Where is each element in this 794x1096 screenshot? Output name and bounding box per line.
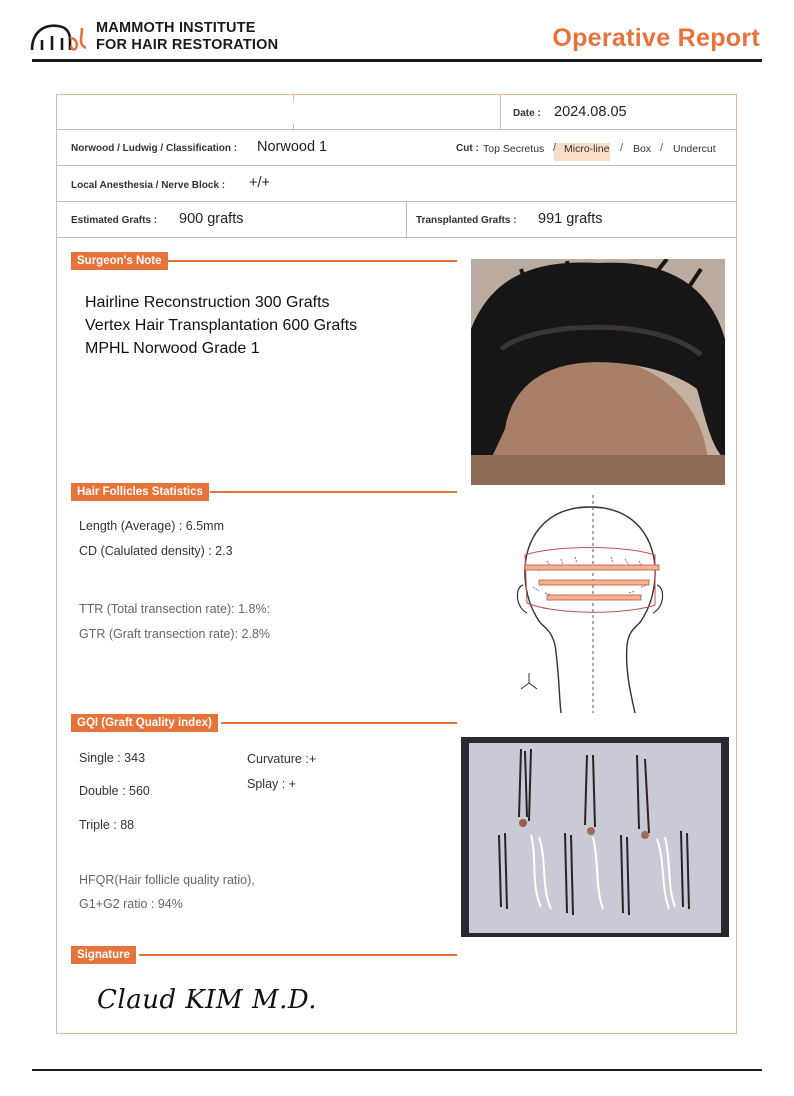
- cut-option-top-secretus: Top Secretus: [483, 143, 545, 155]
- g1-g2-ratio: G1+G2 ratio : 94%: [79, 897, 183, 911]
- cut-label: Cut :: [456, 143, 479, 154]
- follicle-stats-heading: Hair Follicles Statistics: [71, 483, 209, 501]
- row-divider: [57, 201, 736, 202]
- donor-area-diagram: [515, 495, 665, 713]
- institute-name-line1: MAMMOTH INSTITUTE: [96, 20, 256, 36]
- signature-heading: Signature: [71, 946, 136, 964]
- surgeon-note-heading: Surgeon's Note: [71, 252, 168, 270]
- footer-divider: [32, 1069, 762, 1071]
- estimated-grafts-label: Estimated Grafts :: [71, 215, 158, 226]
- length-stat: Length (Average) : 6.5mm: [79, 519, 224, 533]
- grafts-divider: [406, 201, 407, 237]
- cut-separator: /: [620, 142, 624, 154]
- splay-value: Splay : +: [247, 777, 296, 791]
- estimated-grafts-value: 900 grafts: [179, 211, 244, 227]
- row-divider: [57, 165, 736, 166]
- surgeon-note-header: [71, 252, 457, 270]
- transplanted-grafts-value: 991 grafts: [538, 211, 603, 227]
- note-line-2: Vertex Hair Transplantation 600 Grafts: [85, 317, 358, 334]
- anesthesia-label: Local Anesthesia / Nerve Block :: [71, 180, 226, 191]
- note-line-3: MPHL Norwood Grade 1: [85, 340, 260, 357]
- tick-mark: [293, 95, 294, 101]
- classification-label: Norwood / Ludwig / Classification :: [71, 143, 238, 154]
- cut-separator: /: [553, 142, 557, 154]
- note-line-1: Hairline Reconstruction 300 Grafts: [85, 294, 330, 311]
- date-label: Date :: [513, 108, 541, 119]
- date-divider: [500, 95, 501, 129]
- follicle-stats-header: [71, 483, 457, 501]
- mammoth-logo-icon: [30, 18, 92, 52]
- institute-name-line2: FOR HAIR RESTORATION: [96, 37, 279, 53]
- gqi-header: [71, 714, 457, 732]
- curvature-value: Curvature :+: [247, 752, 317, 766]
- report-title: Operative Report: [552, 24, 760, 52]
- tick-mark: [293, 124, 294, 129]
- transplanted-grafts-label: Transplanted Grafts :: [416, 215, 517, 226]
- surgeon-signature: Claud KIM M.D.: [97, 985, 318, 1015]
- anesthesia-value: +/+: [249, 175, 270, 191]
- cut-option-undercut: Undercut: [673, 143, 716, 155]
- section-rule: [221, 722, 457, 724]
- gqi-heading: GQI (Graft Quality index): [71, 714, 218, 732]
- patient-hairline-photo: [471, 259, 725, 485]
- classification-value: Norwood 1: [257, 139, 328, 155]
- triple-count: Triple : 88: [79, 818, 135, 832]
- gtr-stat: GTR (Graft transection rate): 2.8%: [79, 627, 271, 641]
- row-divider: [57, 129, 736, 130]
- header-divider: [32, 59, 762, 62]
- density-stat: CD (Calulated density) : 2.3: [79, 544, 233, 558]
- date-value: 2024.08.05: [554, 104, 627, 120]
- section-rule: [167, 260, 457, 262]
- hfqr-label: HFQR(Hair follicle quality ratio),: [79, 873, 255, 887]
- single-count: Single : 343: [79, 751, 146, 765]
- cut-option-box: Box: [633, 143, 652, 155]
- signature-header: [71, 946, 457, 964]
- graft-sample-photo: [461, 737, 729, 937]
- double-count: Double : 560: [79, 784, 150, 798]
- section-rule: [210, 491, 457, 493]
- institute-name: [96, 20, 278, 54]
- ttr-stat: TTR (Total transection rate): 1.8%:: [79, 602, 271, 616]
- cut-option-micro-line: Micro-line: [564, 143, 610, 155]
- cut-separator: /: [660, 142, 664, 154]
- section-rule: [139, 954, 457, 956]
- row-divider: [57, 237, 736, 238]
- report-form: [56, 94, 737, 1034]
